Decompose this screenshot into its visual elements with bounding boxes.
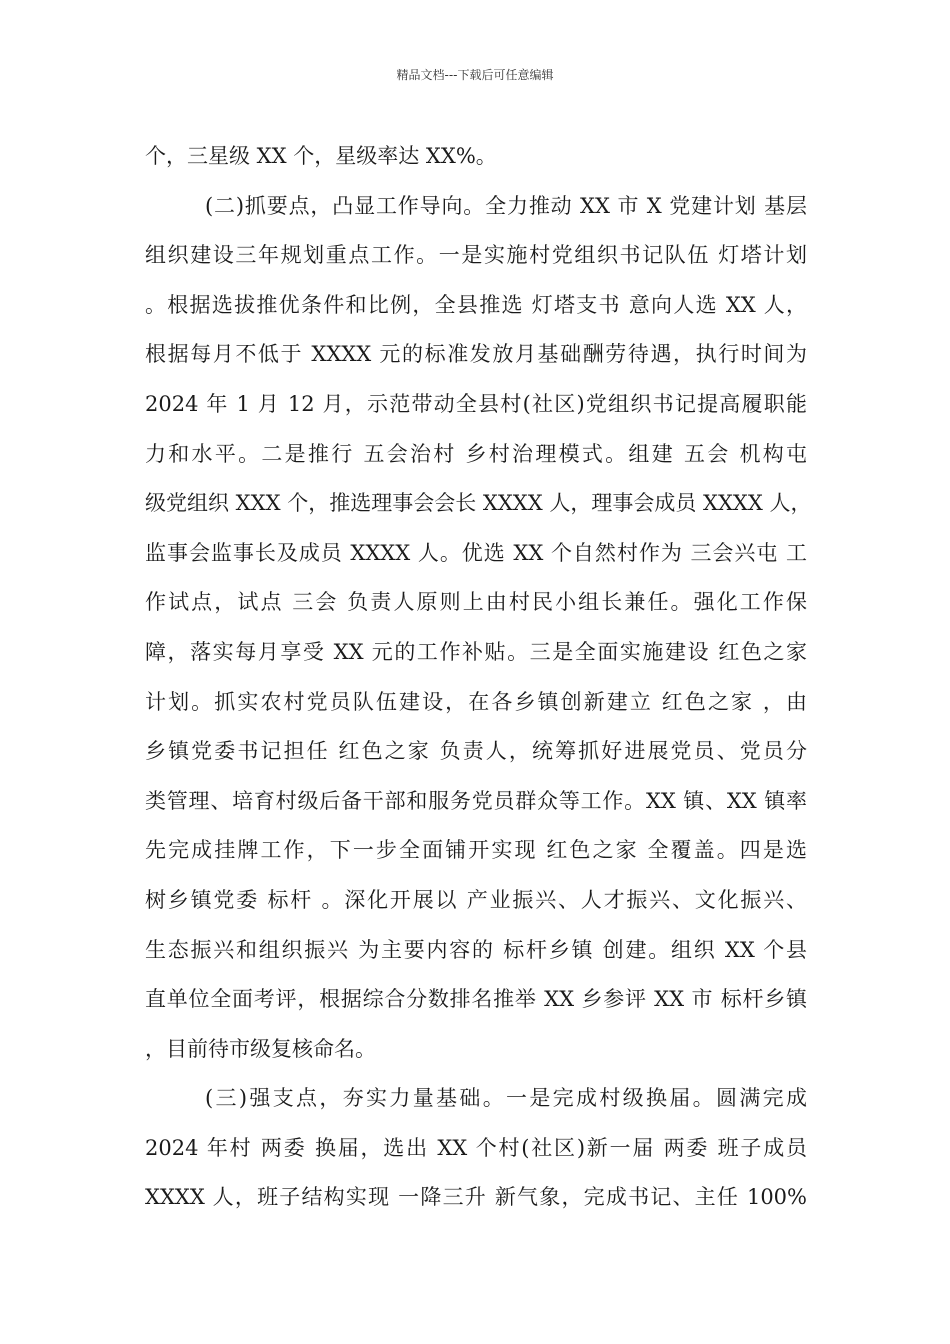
paragraph-line: 作试点，试点 三会 负责人原则上由村民小组长兼任。强化工作保: [145, 590, 807, 615]
document-body: [145, 132, 812, 1223]
paragraph-line: (二)抓要点，凸显工作导向。全力推动 XX 市 X 党建计划 基层: [205, 193, 807, 218]
paragraph-line: 。根据选拔推优条件和比例，全县推选 灯塔支书 意向人选 XX 人，: [145, 292, 807, 317]
paragraph-line: 级党组织 XXX 个，推选理事会会长 XXXX 人，理事会成员 XXXX 人，: [145, 491, 812, 516]
paragraph-line: 类管理、培育村级后备干部和服务党员群众等工作。XX 镇、XX 镇率: [145, 788, 807, 813]
paragraph-line: 直单位全面考评，根据综合分数排名推举 XX 乡参评 XX 市 标杆乡镇: [145, 987, 807, 1012]
paragraph-line: 先完成挂牌工作，下一步全面铺开实现 红色之家 全覆盖。四是选: [145, 838, 807, 863]
paragraph-line: ，目前待市级复核命名。: [145, 1036, 376, 1061]
paragraph-line: 树乡镇党委 标杆 。深化开展以 产业振兴、人才振兴、文化振兴、: [145, 887, 807, 912]
paragraph-line: 乡镇党委书记担任 红色之家 负责人，统筹抓好进展党员、党员分: [145, 739, 807, 764]
paragraph-line: 组织建设三年规划重点工作。一是实施村党组织书记队伍 灯塔计划: [145, 243, 807, 268]
paragraph-line: 障，落实每月享受 XX 元的工作补贴。三是全面实施建设 红色之家: [145, 639, 807, 664]
paragraph-line: 2024 年村 两委 换届，选出 XX 个村(社区)新一届 两委 班子成员: [145, 1135, 807, 1160]
page-header: 精品文档---下载后可任意编辑: [396, 68, 554, 82]
paragraph-line: 个，三星级 XX 个，星级率达 XX%。: [145, 144, 497, 168]
paragraph-line: 根据每月不低于 XXXX 元的标准发放月基础酬劳待遇，执行时间为: [145, 342, 807, 367]
paragraph-line: 计划。抓实农村党员队伍建设，在各乡镇创新建立 红色之家 ，由: [145, 689, 807, 714]
paragraph-line: 生态振兴和组织振兴 为主要内容的 标杆乡镇 创建。组织 XX 个县: [145, 937, 807, 962]
paragraph-line: 监事会监事长及成员 XXXX 人。优选 XX 个自然村作为 三会兴屯 工: [145, 540, 807, 565]
paragraph-line: XXXX 人，班子结构实现 一降三升 新气象，完成书记、主任 100%: [145, 1185, 807, 1210]
paragraph-line: 力和水平。二是推行 五会治村 乡村治理模式。组建 五会 机构屯: [145, 441, 807, 466]
paragraph-line: (三)强支点，夯实力量基础。一是完成村级换届。圆满完成: [205, 1086, 807, 1111]
paragraph-line: 2024 年 1 月 12 月，示范带动全县村(社区)党组织书记提高履职能: [145, 391, 807, 416]
